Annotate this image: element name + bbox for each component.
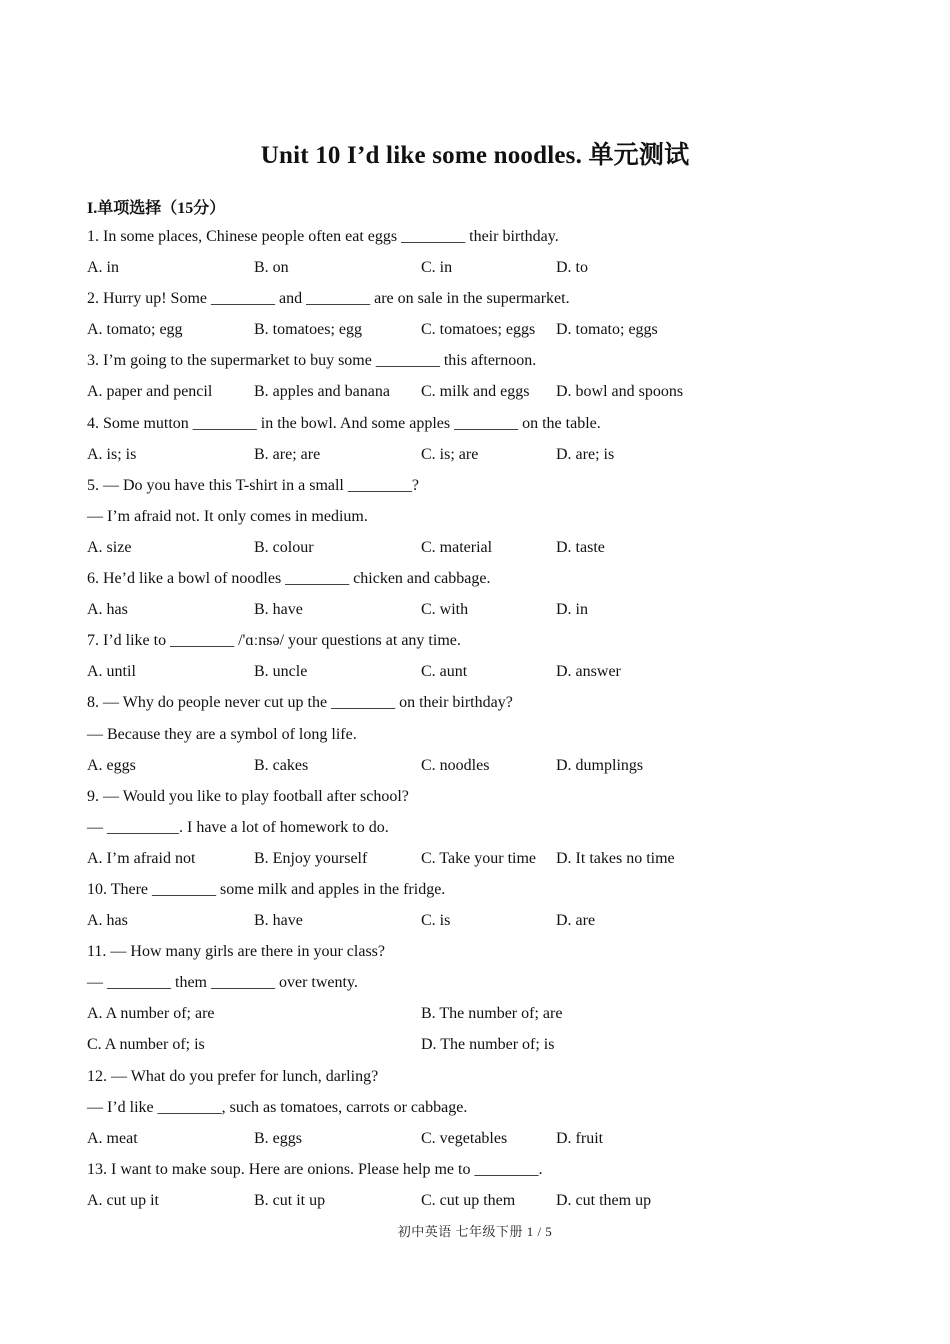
option-d: D. dumplings	[556, 756, 644, 774]
option-c: C. is	[421, 912, 451, 930]
option-a: A. is; is	[87, 445, 137, 463]
question-stem: 13. I want to make soup. Here are onions. Please help me to ________.	[87, 1160, 543, 1178]
options-row	[87, 535, 877, 566]
question-reply: — Because they are a symbol of long life.	[87, 725, 357, 743]
page-footer: 初中英语 七年级下册 1 / 5	[397, 1224, 553, 1239]
options-row	[87, 442, 877, 473]
option-d: D. taste	[556, 538, 605, 556]
option-d: D. answer	[556, 663, 621, 681]
option-c: C. material	[421, 538, 493, 556]
option-a: A. has	[87, 912, 128, 930]
options-row	[87, 1001, 877, 1032]
option-a: A. has	[87, 601, 128, 619]
option-d: D. are; is	[556, 445, 615, 463]
question-stem: 12. — What do you prefer for lunch, darling?	[87, 1067, 379, 1085]
option-c: C. cut up them	[421, 1191, 516, 1209]
question-reply: — I’d like ________, such as tomatoes, carrots or cabbage.	[87, 1098, 468, 1116]
options-row	[87, 846, 877, 877]
options-row	[87, 597, 877, 628]
option-d: D. tomato; eggs	[556, 321, 658, 339]
question-stem: 9. — Would you like to play football after school?	[87, 787, 409, 805]
option-c: C. A number of; is	[87, 1036, 205, 1054]
options-row	[87, 1032, 877, 1063]
option-b: B. eggs	[254, 1129, 302, 1147]
option-c: C. Take your time	[421, 849, 537, 867]
option-b: B. uncle	[254, 663, 308, 681]
option-b: B. have	[254, 912, 303, 930]
option-a: A. paper and pencil	[87, 383, 213, 401]
question-stem: 7. I’d like to ________ /'ɑːnsə/ your questions at any time.	[87, 632, 461, 650]
options-row	[87, 1126, 877, 1157]
section-heading: I.单项选择（15分）	[87, 200, 226, 217]
option-c: C. noodles	[421, 756, 490, 774]
option-d: D. are	[556, 912, 596, 930]
question-stem: 2. Hurry up! Some ________ and ________ are on sale in the supermarket.	[87, 290, 570, 308]
option-b: B. cut it up	[254, 1191, 326, 1209]
option-a: A. in	[87, 259, 119, 277]
option-d: D. It takes no time	[556, 849, 675, 867]
option-d: D. to	[556, 259, 588, 277]
option-b: B. tomatoes; egg	[254, 321, 362, 339]
options-row	[87, 255, 877, 286]
option-b: B. apples and banana	[254, 383, 390, 401]
option-a: A. A number of; are	[87, 1005, 215, 1023]
option-c: C. vegetables	[421, 1129, 508, 1147]
option-c: C. is; are	[421, 445, 479, 463]
option-a: A. until	[87, 663, 136, 681]
option-c: C. milk and eggs	[421, 383, 530, 401]
question-reply: — I’m afraid not. It only comes in medium.	[87, 507, 368, 525]
question-list	[87, 224, 877, 1219]
options-row	[87, 379, 877, 410]
page-title: Unit 10 I’d like some noodles. 单元测试	[260, 142, 690, 169]
option-a: A. eggs	[87, 756, 136, 774]
options-row	[87, 753, 877, 784]
question-stem: 1. In some places, Chinese people often eat eggs ________ their birthday.	[87, 228, 559, 245]
question-stem: 8. — Why do people never cut up the ________ on their birthday?	[87, 694, 513, 712]
question-stem: 10. There ________ some milk and apples in the fridge.	[87, 880, 446, 898]
option-d: D. fruit	[556, 1129, 604, 1147]
options-row	[87, 659, 877, 690]
option-b: B. cakes	[254, 756, 309, 774]
option-a: A. tomato; egg	[87, 321, 183, 339]
option-b: B. The number of; are	[421, 1005, 563, 1023]
question-stem: 3. I’m going to the supermarket to buy some ________ this afternoon.	[87, 352, 537, 370]
option-b: B. Enjoy yourself	[254, 849, 368, 867]
question-stem: 4. Some mutton ________ in the bowl. And some apples ________ on the table.	[87, 414, 601, 432]
question-stem: 11. — How many girls are there in your class?	[87, 943, 385, 961]
option-d: D. cut them up	[556, 1191, 652, 1209]
option-c: C. in	[421, 259, 453, 277]
option-b: B. are; are	[254, 445, 321, 463]
option-a: A. cut up it	[87, 1191, 159, 1209]
option-b: B. have	[254, 601, 303, 619]
question-reply: — _________. I have a lot of homework to do.	[87, 818, 389, 836]
options-row	[87, 317, 877, 348]
option-a: A. meat	[87, 1129, 138, 1147]
options-row	[87, 1188, 877, 1219]
option-d: D. bowl and spoons	[556, 383, 684, 401]
question-stem: 6. He’d like a bowl of noodles ________ chicken and cabbage.	[87, 570, 491, 588]
option-d: D. in	[556, 601, 588, 619]
option-c: C. with	[421, 601, 469, 619]
option-b: B. colour	[254, 538, 314, 556]
question-stem: 5. — Do you have this T-shirt in a small ________?	[87, 476, 419, 494]
option-b: B. on	[254, 259, 289, 277]
option-d: D. The number of; is	[421, 1036, 555, 1054]
question-reply: — ________ them ________ over twenty.	[87, 974, 358, 992]
option-c: C. aunt	[421, 663, 468, 681]
options-row	[87, 908, 877, 939]
option-a: A. I’m afraid not	[87, 849, 196, 867]
option-a: A. size	[87, 538, 132, 556]
option-c: C. tomatoes; eggs	[421, 321, 536, 339]
